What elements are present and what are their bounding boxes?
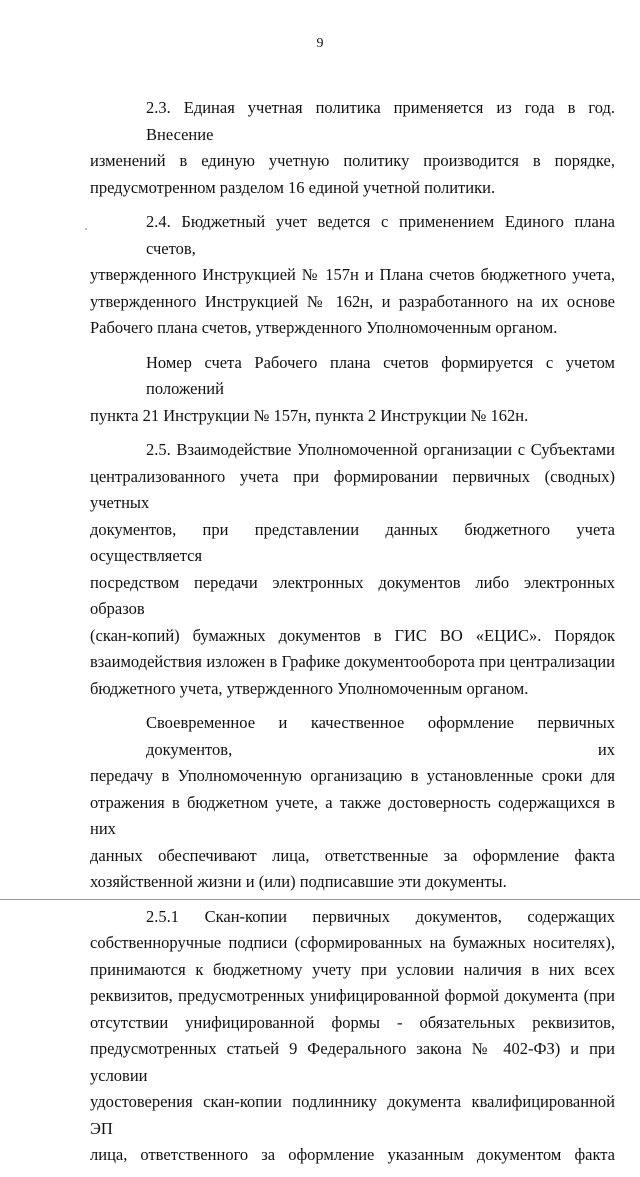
- paragraph-line: данных обеспечивают лица, ответственные за оформление факта: [90, 845, 615, 865]
- paragraph-account-number: [90, 350, 615, 430]
- paragraph-line: предусмотренных статьей 9 Федерального закона № 402-ФЗ) и при условии: [90, 1039, 615, 1085]
- paragraph-line: удостоверения скан-копии подлиннику документа квалифицированной ЭП: [90, 1092, 615, 1138]
- paragraph-timely: [90, 710, 615, 896]
- paragraph-line: лица, ответственного за оформление указанным документом факта: [90, 1145, 615, 1164]
- scan-bottom-edge: [0, 899, 640, 900]
- paragraph-line: хозяйственной жизни и (или) подписавшие эти документы.: [90, 872, 507, 891]
- paragraph-line: Своевременное и качественное оформление первичных документов, их: [146, 713, 615, 759]
- paragraph-line: 2.5.1 Скан-копии первичных документов, содержащих: [146, 906, 615, 926]
- paragraph-line: передачу в Уполномоченную организацию в установленные сроки для: [90, 766, 615, 785]
- paragraph-line: реквизитов, предусмотренных унифицированной формой документа (при: [90, 986, 615, 1005]
- paragraph-line: централизованного учета при формировании первичных (сводных) учетных: [90, 466, 615, 512]
- paragraph-line: собственноручные подписи (сформированных на бумажных носителях),: [90, 933, 615, 952]
- paragraph-line: документов, при представлении данных бюджетного учета осуществляется: [90, 519, 615, 565]
- paragraph-line: предусмотренном разделом 16 единой учетной политики.: [90, 177, 496, 197]
- paragraph-2-5-1: [90, 904, 615, 1169]
- paragraph-line: взаимодействия изложен в Графике документооборота при централизации: [90, 652, 615, 671]
- paragraph-line: 2.3. Единая учетная политика применяется из года в год. Внесение: [146, 98, 615, 144]
- page-number: 9: [316, 36, 324, 51]
- paragraph-line: 2.4. Бюджетный учет ведется с применением Единого плана счетов,: [146, 212, 615, 258]
- paragraph-line: бюджетного учета, утвержденного Уполномоченным органом.: [90, 678, 529, 698]
- paragraph-2-5: [90, 437, 615, 702]
- paragraph-line: утвержденного Инструкцией № 157н и Плана счетов бюджетного учета,: [90, 265, 615, 284]
- document-body: [90, 95, 615, 1177]
- paragraph-line: посредством передачи электронных документов либо электронных образов: [90, 572, 615, 618]
- paragraph-line: (скан-копий) бумажных документов в ГИС ВО «ЕЦИС». Порядок: [90, 625, 615, 645]
- paragraph-line: Номер счета Рабочего плана счетов формируется с учетом положений: [146, 352, 615, 398]
- paragraph-2-3: [90, 95, 615, 201]
- paragraph-2-4: [90, 209, 615, 342]
- paragraph-line: пункта 21 Инструкции № 157н, пункта 2 Инструкции № 162н.: [90, 405, 529, 425]
- paragraph-line: 2.5. Взаимодействие Уполномоченной организации с Субъектами: [146, 440, 615, 459]
- paragraph-line: Рабочего плана счетов, утвержденного Уполномоченным органом.: [90, 318, 558, 337]
- paragraph-line: принимаются к бюджетному учету при условии наличия в них всех: [90, 959, 615, 979]
- paragraph-line: утвержденного Инструкцией № 162н, и разработанного на их основе: [90, 291, 615, 311]
- paragraph-line: изменений в единую учетную политику производится в порядке,: [90, 151, 615, 170]
- paragraph-line: отсутствии унифицированной формы - обязательных реквизитов,: [90, 1012, 615, 1032]
- margin-mark: [85, 228, 87, 230]
- paragraph-line: отражения в бюджетном учете, а также достоверность содержащихся в них: [90, 792, 615, 838]
